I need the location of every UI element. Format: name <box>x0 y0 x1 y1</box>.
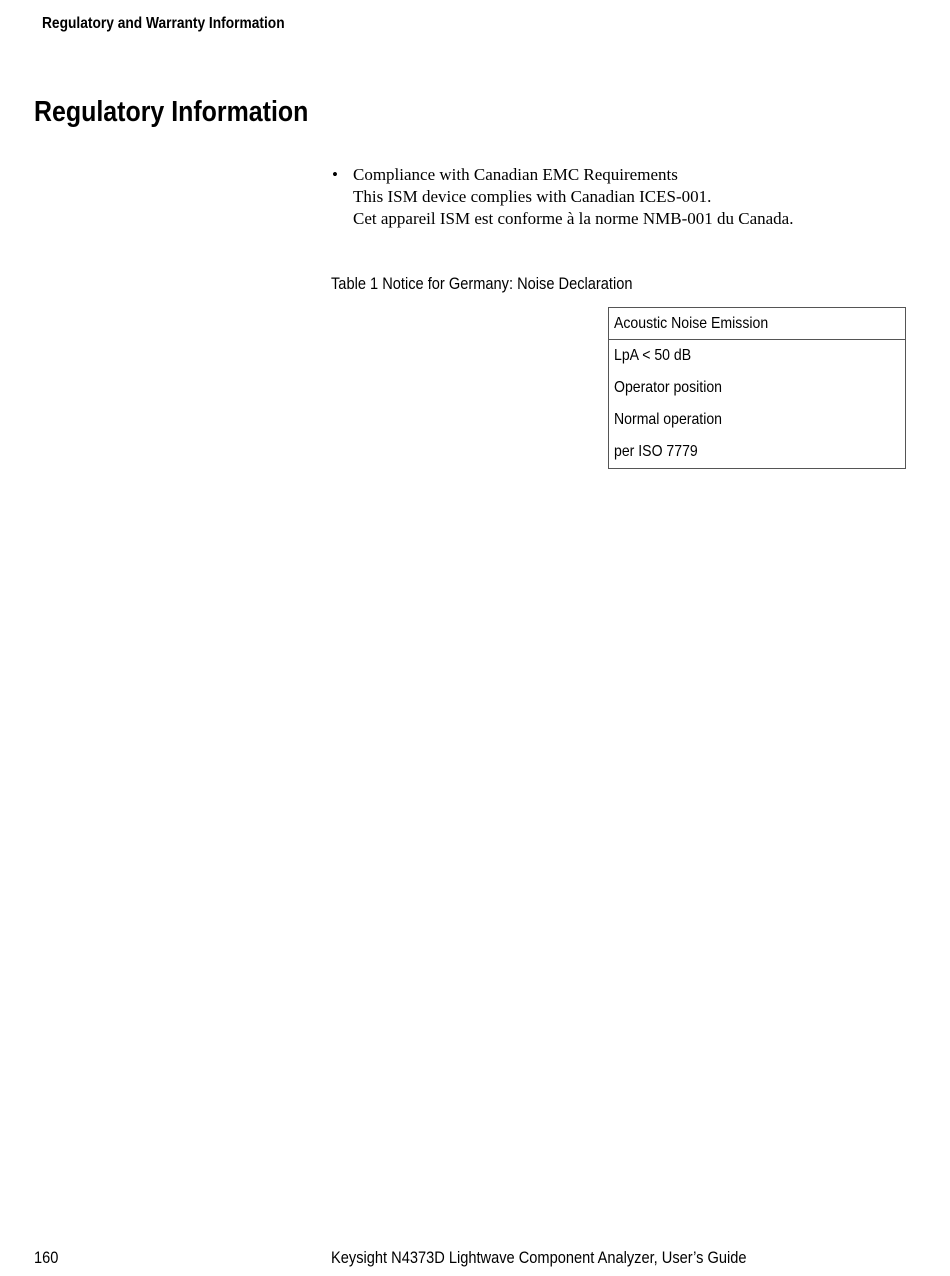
table-cell-text: Operator position <box>614 379 723 396</box>
table-cell-text: per ISO 7779 <box>614 443 698 460</box>
table-caption: Table 1 Notice for Germany: Noise Declaration <box>331 274 633 293</box>
table-row <box>609 404 906 436</box>
table-row <box>609 436 906 469</box>
table-cell-text: LpA < 50 dB <box>614 347 692 364</box>
bullet-line-french: Cet appareil ISM est conforme à la norme NMB-001 du Canada. <box>353 209 794 228</box>
table-header-cell <box>609 308 906 340</box>
table-cell-text: Normal operation <box>614 411 723 428</box>
table-cell <box>609 404 906 436</box>
document-footer-title: Keysight N4373D Lightwave Component Analyzer, User’s Guide <box>331 1248 747 1267</box>
table-cell <box>609 340 906 373</box>
bullet-marker: • <box>332 165 338 184</box>
table-row <box>609 372 906 404</box>
bullet-item-canadian-emc <box>332 164 793 230</box>
table-header-row <box>609 308 906 340</box>
running-header: Regulatory and Warranty Information <box>42 15 285 32</box>
section-heading: Regulatory Information <box>34 96 309 128</box>
page-number: 160 <box>34 1248 59 1267</box>
bullet-line-title: Compliance with Canadian EMC Requirements <box>353 165 678 184</box>
table-cell <box>609 436 906 469</box>
bullet-line-english: This ISM device complies with Canadian ICES-001. <box>353 187 712 206</box>
table-header-label: Acoustic Noise Emission <box>614 314 769 332</box>
bullet-list <box>332 164 793 230</box>
table-row <box>609 340 906 373</box>
table-cell <box>609 372 906 404</box>
noise-declaration-table <box>608 307 906 469</box>
